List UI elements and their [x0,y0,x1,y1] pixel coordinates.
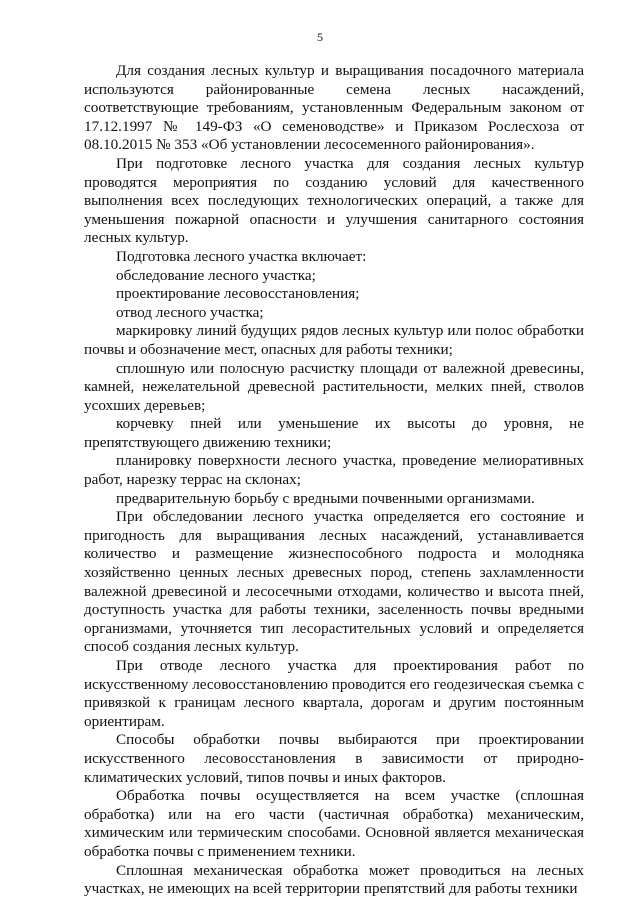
paragraph-survey: При обследовании лесного участка определяется его состояние и пригодность для выращивания лесных насаждений, устанавливается количество и размещение жизнеспособного подроста и молодняка хозяйственно ценных лесных древесных пород, степень захламленности валежной древесиной и лесосечными отходами, количество и высота пней, доступность участка для работы техники, заселенность почвы вредными организмами, уточняется тип лесорастительных условий и определяется способ создания лесных культур. [84,508,584,656]
paragraph-preparation: При подготовке лесного участка для создания лесных культур проводятся мероприятия по созданию условий для качественного выполнения всех последующих технологических операций, а также для уменьшения пожарной опасности и улучшения санитарного состояния лесных культур. [84,154,584,247]
list-item: проектирование лесовосстановления; [116,285,360,303]
paragraph-seeds: Для создания лесных культур и выращивания посадочного материала используются районированные семена лесных насаждений, соответствующие требованиям, установленным Федеральным законом от 17.12.1997 № 149-ФЗ «О семеноводстве» и Приказом Рослесхоза от 08.10.2015 № 353 «Об установлении лесосеменного районирования». [84,62,584,154]
list-item: отвод лесного участка; [116,303,264,321]
list-item: маркировку линий будущих рядов лесных культур или полос обработки почвы и обозначение мест, опасных для работы техники; [84,322,584,358]
paragraph-soil-methods: Способы обработки почвы выбираются при проектировании искусственного лесовосстановления в зависимости от природно-климатических условий, типов почвы и иных факторов. [84,731,584,786]
list-item: корчевку пней или уменьшение их высоты до уровня, не препятствующего движению техники; [84,415,584,451]
list-item: планировку поверхности лесного участка, проведение мелиоративных работ, нарезку террас на склонах; [84,452,584,489]
list-item: обследование лесного участка; [116,266,316,284]
list-item: сплошную или полосную расчистку площади от валежной древесины, камней, нежелательной древесной растительности, мелких пней, стволов усохших деревьев; [84,359,584,414]
document-body [84,62,584,899]
paragraph-allotment: При отводе лесного участка для проектирования работ по искусственному лесовосстановлению проводится его геодезическая съемка с привязкой к границам лесного квартала, дорогам и другим постоянным ориентирам. [84,657,584,730]
page-number: 5 [317,30,323,44]
paragraph-soil-treatment: Обработка почвы осуществляется на всем участке (сплошная обработка) или на его части (частичная обработка) механическим, химическим или термическим способами. Основной является механическая обработка почвы с применением техники. [84,787,584,860]
paragraph-includes: Подготовка лесного участка включает: [116,247,367,265]
paragraph-continuous-treatment: Сплошная механическая обработка может проводиться на лесных участках, не имеющих на всей территории препятствий для работы техники [84,861,584,898]
list-item: предварительную борьбу с вредными почвенными организмами. [116,489,535,507]
